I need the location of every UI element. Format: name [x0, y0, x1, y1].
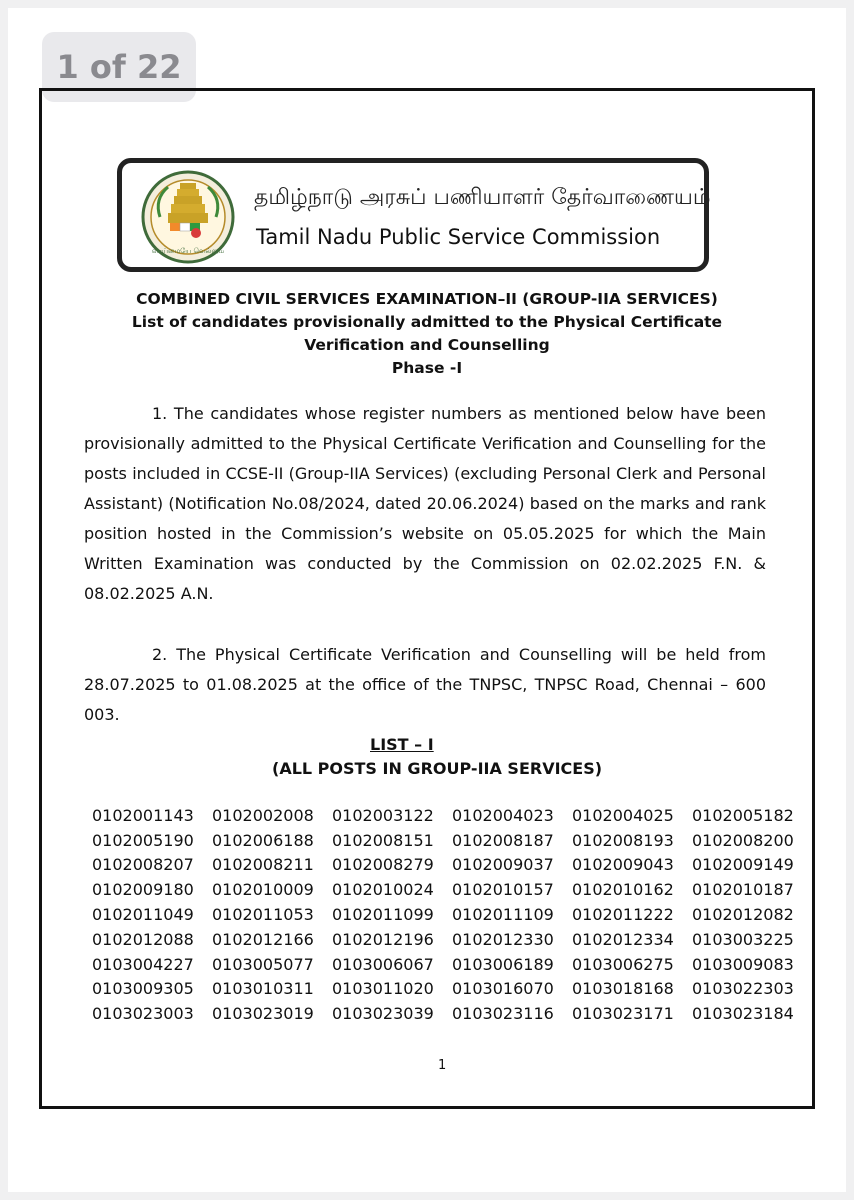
paragraph-2-text: 2. The Physical Certificate Verification and Counselling will be held from 28.07.2025 to 01.08.2025 at the office of the TNPSC, TNPSC Road, Chennai – 600 003. [84, 645, 766, 724]
register-number-cell: 0103004227 [92, 954, 194, 974]
register-number-cell: 0102011109 [452, 905, 554, 925]
register-number-cell: 0102002008 [212, 805, 314, 825]
register-number-cell: 0102010187 [692, 880, 794, 900]
page-counter-badge: 1 of 22 [42, 32, 196, 102]
register-number-cell: 0103023116 [452, 1004, 554, 1024]
register-number-cell: 0102012166 [212, 929, 314, 949]
register-number-cell: 0103011020 [332, 979, 434, 999]
register-number-cell: 0103022303 [692, 979, 794, 999]
register-number-cell: 0102004025 [572, 805, 674, 825]
title-line-4: Phase -I [391, 359, 463, 377]
register-number-cell: 0102008187 [452, 830, 554, 850]
page-number: 1 [438, 1058, 447, 1073]
title-line-2: List of candidates provisionally admitted to the Physical Certificate [131, 313, 723, 331]
table-row [92, 902, 812, 927]
register-number-cell: 0102008151 [332, 830, 434, 850]
register-number-cell: 0102005190 [92, 830, 194, 850]
logo-english-text: Tamil Nadu Public Service Commission [256, 225, 661, 249]
register-number-cell: 0102012088 [92, 929, 194, 949]
register-number-cell: 0102009180 [92, 880, 194, 900]
table-row [92, 927, 812, 952]
list-subheading: (ALL POSTS IN GROUP-IIA SERVICES) [272, 759, 603, 778]
register-number-cell: 0102011053 [212, 905, 314, 925]
register-number-cell: 0102009149 [692, 855, 794, 875]
paragraph-2 [84, 640, 766, 730]
emblem-motto: வாய்மையே வெல்லும் [151, 247, 225, 255]
register-number-cell: 0103023184 [692, 1004, 794, 1024]
register-number-cell: 0102012196 [332, 929, 434, 949]
register-number-cell: 0102012082 [692, 905, 794, 925]
paragraph-1 [84, 399, 766, 609]
table-row [92, 853, 812, 878]
paragraph-1-text: 1. The candidates whose register numbers as mentioned below have been provisionally admitted to the Physical Certificate Verification and Counselling for the posts included in CCSE-II (Group-IIA Services) (excluding Personal Clerk and Personal Assistant) (Notification No.08/2024, dated 20.06.2024) based on the marks and rank position hosted in the Commission’s website on 05.05.2025 for which the Main Written Examination was conducted by the Commission on 02.02.2025 F.N. & 08.02.2025 A.N. [84, 404, 766, 603]
table-row [92, 828, 812, 853]
logo-tamil-text: தமிழ்நாடு அரசுப் பணியாளர் தேர்வாணையம் [254, 185, 711, 210]
tamil-nadu-emblem-icon [140, 169, 236, 265]
table-row [92, 1001, 812, 1026]
register-number-cell: 0102008279 [332, 855, 434, 875]
tnpsc-logo-banner [117, 158, 709, 272]
register-number-cell: 0102003122 [332, 805, 434, 825]
register-number-cell: 0102006188 [212, 830, 314, 850]
register-number-cell: 0102011049 [92, 905, 194, 925]
register-numbers-table [92, 803, 812, 1026]
register-number-cell: 0103003225 [692, 929, 794, 949]
register-number-cell: 0102012330 [452, 929, 554, 949]
register-number-cell: 0102009037 [452, 855, 554, 875]
register-number-cell: 0102010162 [572, 880, 674, 900]
table-row [92, 952, 812, 977]
table-row [92, 803, 812, 828]
list-heading: LIST – I [370, 735, 434, 754]
register-number-cell: 0102008207 [92, 855, 194, 875]
register-number-cell: 0103023039 [332, 1004, 434, 1024]
register-number-cell: 0102011099 [332, 905, 434, 925]
register-number-cell: 0103023019 [212, 1004, 314, 1024]
title-line-3: Verification and Counselling [304, 336, 550, 354]
title-line-1: COMBINED CIVIL SERVICES EXAMINATION–II (GROUP-IIA SERVICES) [136, 290, 718, 308]
register-number-cell: 0102001143 [92, 805, 194, 825]
register-number-cell: 0102012334 [572, 929, 674, 949]
register-number-cell: 0102010024 [332, 880, 434, 900]
register-number-cell: 0102011222 [572, 905, 674, 925]
register-number-cell: 0102005182 [692, 805, 794, 825]
register-number-cell: 0102008211 [212, 855, 314, 875]
register-number-cell: 0103016070 [452, 979, 554, 999]
register-number-cell: 0103023003 [92, 1004, 194, 1024]
table-row [92, 977, 812, 1002]
register-number-cell: 0103006275 [572, 954, 674, 974]
register-number-cell: 0102008200 [692, 830, 794, 850]
register-number-cell: 0103009083 [692, 954, 794, 974]
register-number-cell: 0103006189 [452, 954, 554, 974]
register-number-cell: 0103023171 [572, 1004, 674, 1024]
register-number-cell: 0102010157 [452, 880, 554, 900]
register-number-cell: 0102008193 [572, 830, 674, 850]
register-number-cell: 0102009043 [572, 855, 674, 875]
register-number-cell: 0102004023 [452, 805, 554, 825]
register-number-cell: 0103018168 [572, 979, 674, 999]
register-number-cell: 0103005077 [212, 954, 314, 974]
table-row [92, 877, 812, 902]
register-number-cell: 0103006067 [332, 954, 434, 974]
document-title [60, 288, 794, 380]
register-number-cell: 0103009305 [92, 979, 194, 999]
register-number-cell: 0102010009 [212, 880, 314, 900]
register-number-cell: 0103010311 [212, 979, 314, 999]
